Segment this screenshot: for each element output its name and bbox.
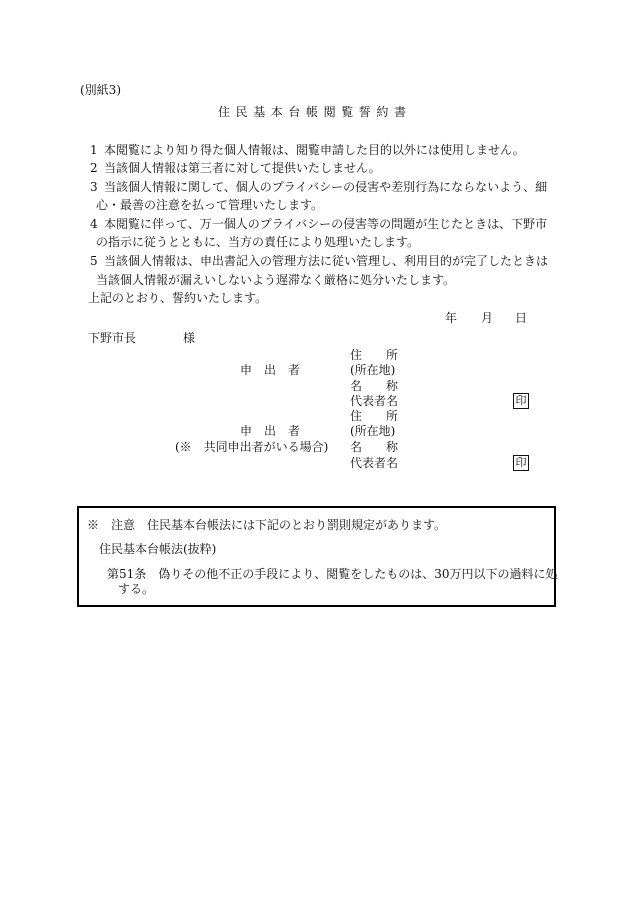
co-applicant-rep-label: 代表者名 — [350, 456, 399, 470]
co-applicant-label: 申 出 者 — [240, 424, 301, 438]
applicant-rep-label: 代表者名 — [350, 394, 399, 408]
item-text-continuation: 当該個人情報が漏えいしないよう遅滞なく厳格に処分いたします。 — [96, 273, 456, 287]
item-number: 1 — [90, 143, 98, 157]
item-text: 本閲覧に伴って、万一個人のプライバシーの侵害等の問題が生じたときは、下野市 — [104, 217, 548, 231]
item-text: 当該個人情報は第三者に対して提供いたしません。 — [104, 161, 381, 175]
co-applicant-address-sub: (所在地) — [350, 424, 396, 438]
date-month: 月 — [481, 311, 494, 325]
item-text: 本閲覧により知り得た個人情報は、閲覧申請した目的以外には使用しません。 — [104, 143, 525, 157]
co-applicant-name-label: 名 称 — [350, 440, 399, 454]
date-year: 年 — [445, 311, 458, 325]
item-text: 当該個人情報は、申出書記入の管理方法に従い管理し、利用目的が完了したときは — [104, 254, 549, 268]
item-text-continuation: の指示に従うとともに、当方の責任により処理いたします。 — [96, 235, 420, 249]
item-number: 4 — [90, 217, 98, 231]
closing-statement: 上記のとおり、誓約いたします。 — [88, 291, 268, 305]
item-number: 3 — [90, 180, 98, 194]
date-day: 日 — [515, 311, 528, 325]
item-text: 当該個人情報に関して、個人のプライバシーの侵害や差別行為にならないよう、細 — [104, 180, 548, 194]
co-applicant-seal-mark: 印 — [513, 455, 529, 471]
applicant-seal-mark: 印 — [513, 393, 529, 409]
notice-article-text: 第51条 偽りその他不正の手段により、閲覧をしたものは、30万円以下の過料に処 — [107, 567, 558, 581]
attachment-label: (別紙3) — [80, 83, 121, 97]
co-applicant-note: (※ 共同申出者がいる場合) — [175, 440, 329, 454]
notice-heading: ※ 注意 住民基本台帳法には下記のとおり罰則規定があります。 — [87, 518, 447, 532]
item-text-continuation: 心・最善の注意を払って管理いたします。 — [96, 198, 324, 212]
co-applicant-address-label: 住 所 — [350, 409, 399, 423]
notice-law-title: 住民基本台帳法(抜粋) — [99, 542, 217, 556]
applicant-address-label: 住 所 — [350, 348, 399, 362]
addressee-honorific: 様 — [183, 331, 196, 345]
item-number: 2 — [90, 161, 98, 175]
notice-article-continuation: する。 — [118, 582, 155, 596]
applicant-address-sub: (所在地) — [350, 363, 396, 377]
item-number: 5 — [90, 254, 98, 268]
addressee-name: 下野市長 — [88, 331, 137, 345]
applicant-label: 申 出 者 — [240, 363, 301, 377]
document-title: 住民基本台帳閲覧誓約書 — [218, 105, 412, 119]
applicant-name-label: 名 称 — [350, 379, 399, 393]
